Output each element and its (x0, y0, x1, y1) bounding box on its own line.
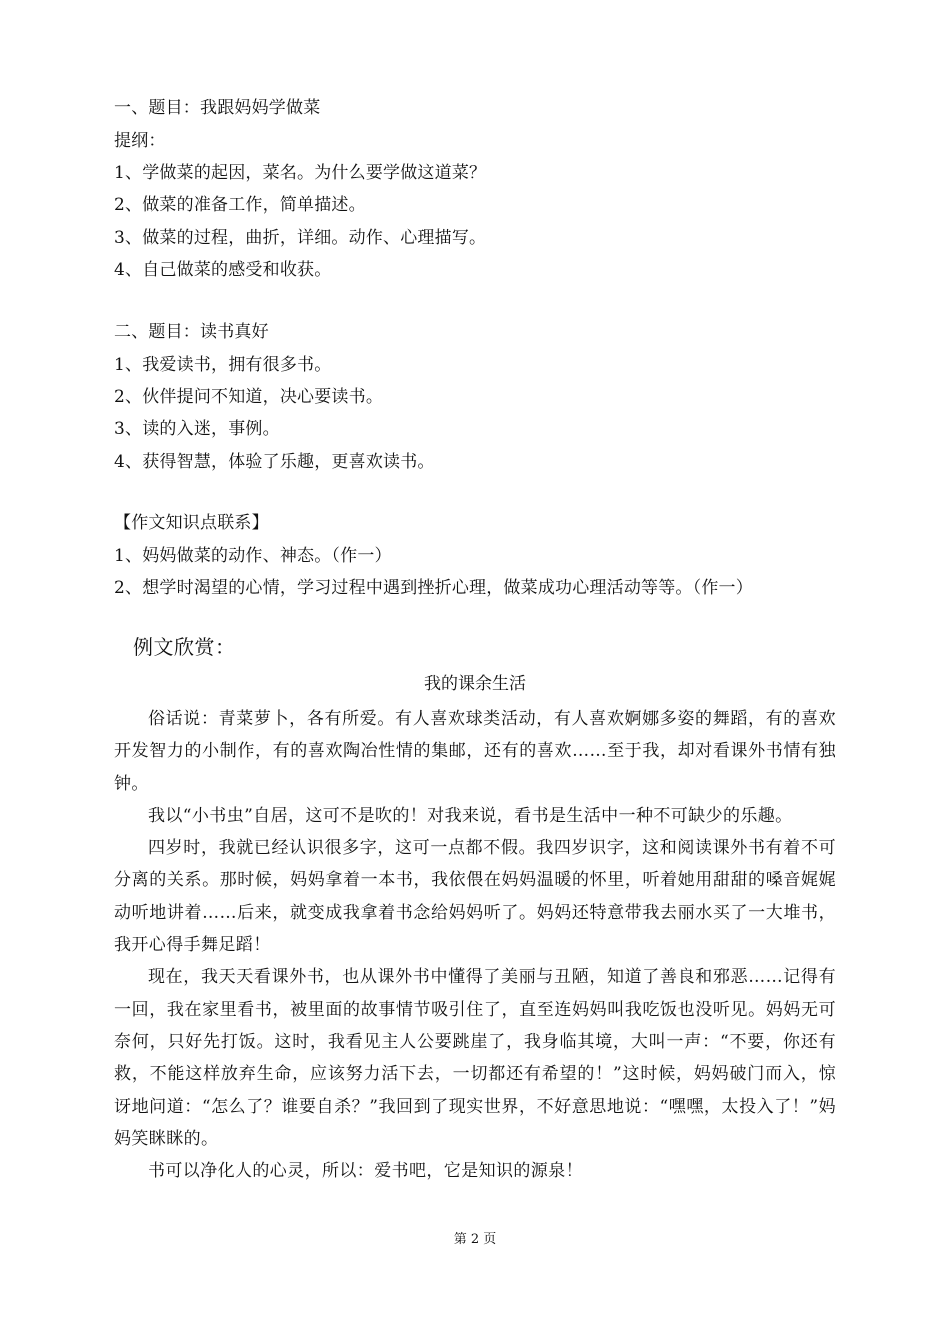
section2-item: 1、我爱读书，拥有很多书。 (114, 355, 332, 375)
knowledge-title: 【作文知识点联系】 (114, 513, 269, 533)
essay-paragraph: 我以“小书虫”自居，这可不是吹的！对我来说，看书是生活中一种不可缺少的乐趣。 (148, 805, 793, 826)
section2-item: 2、伙伴提问不知道，决心要读书。 (114, 387, 384, 407)
example-heading: 例文欣赏： (133, 635, 236, 659)
knowledge-item: 1、妈妈做菜的动作、神态。（作一） (114, 546, 392, 566)
essay-body (114, 703, 836, 1187)
essay-paragraph: 四岁时，我就已经认识很多字，这可一点都不假。我四岁识字，这和阅读课外书有着不可分离的关系。那时候，妈妈拿着一本书，我依偎在妈妈温暖的怀里，听着她用甜甜的嗓音娓娓动听地讲着……后来，就变成我拿着书念给妈妈听了。妈妈还特意带我去丽水买了一大堆书，我开心得手舞足蹈！ (114, 838, 836, 956)
knowledge-item: 2、想学时渴望的心情，学习过程中遇到挫折心理，做菜成功心理活动等等。（作一） (114, 578, 753, 598)
section1-item: 1、学做菜的起因，菜名。为什么要学做这道菜？ (114, 163, 487, 183)
section2-title: 二、题目：读书真好 (114, 322, 269, 342)
section1-item: 4、自己做菜的感受和收获。 (114, 260, 332, 280)
section1-item: 3、做菜的过程，曲折，详细。动作、心理描写。 (114, 228, 487, 248)
section2-item: 3、读的入迷，事例。 (114, 419, 280, 439)
section1-title: 一、题目：我跟妈妈学做菜 (114, 98, 321, 118)
essay-title: 我的课余生活 (424, 674, 526, 694)
section2-item: 4、获得智慧，体验了乐趣，更喜欢读书。 (114, 452, 435, 472)
essay-paragraph: 现在，我天天看课外书，也从课外书中懂得了美丽与丑陋，知道了善良和邪恶……记得有一回，我在家里看书，被里面的故事情节吸引住了，直至连妈妈叫我吃饭也没听见。妈妈无可奈何，只好先打饭。这时，我看见主人公要跳崖了，我身临其境，大叫一声：“不要，你还有救，不能这样放弃生命，应该努力活下去，一切都还有希望的！”这时候，妈妈破门而入，惊讶地问道：“怎么了？谁要自杀？”我回到了现实世界，不好意思地说：“嘿嘿，太投入了！”妈妈笑眯眯的。 (114, 967, 836, 1149)
essay-paragraph: 书可以净化人的心灵，所以：爱书吧，它是知识的源泉！ (148, 1161, 583, 1182)
essay-paragraph: 俗话说：青菜萝卜，各有所爱。有人喜欢球类活动，有人喜欢婀娜多姿的舞蹈，有的喜欢开发智力的小制作，有的喜欢陶冶性情的集邮，还有的喜欢……至于我，却对看课外书情有独钟。 (114, 709, 836, 794)
section1-item: 2、做菜的准备工作，简单描述。 (114, 195, 366, 215)
page-number: 第 2 页 (453, 1232, 497, 1247)
section1-outline-label: 提纲： (114, 131, 166, 151)
